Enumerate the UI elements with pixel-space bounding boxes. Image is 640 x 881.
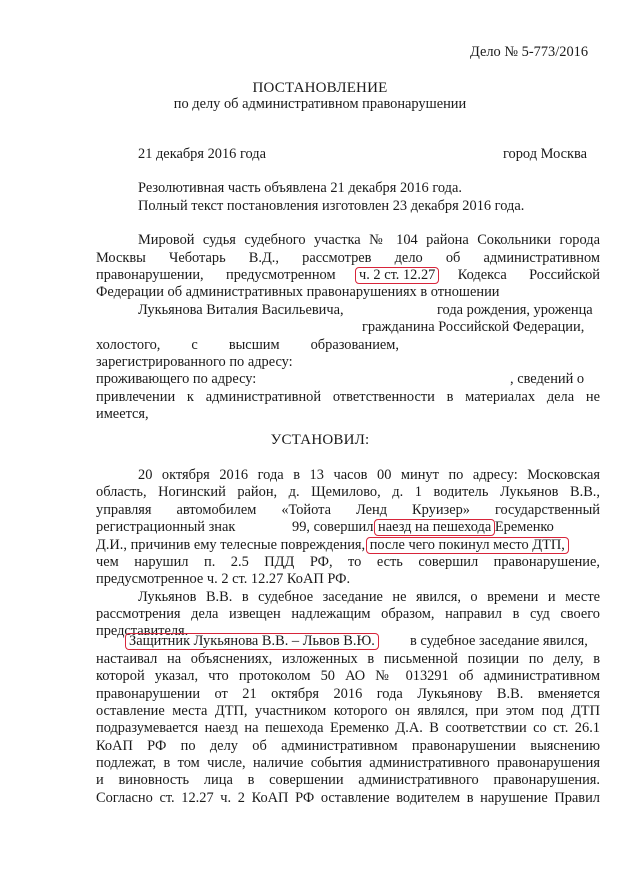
citizenship: гражданина Российской Федерации,: [362, 319, 585, 335]
registration-address: зарегистрированного по адресу:: [96, 354, 293, 370]
facts-line: регистрационный знак: [96, 519, 236, 535]
document-subtitle: по делу об административном правонарушении: [173, 96, 467, 112]
intro-line: Мировой судья судебного участка № 104 района Сокольники города: [138, 232, 600, 248]
facts-line: управляя автомобилем «Тойота Ленд Круизер» государственный: [96, 502, 600, 518]
highlight-defender: Защитник Лукьянова В.В. – Львов В.Ю.: [125, 633, 379, 650]
facts-line: [96, 537, 565, 554]
absent-line: представителя.: [96, 623, 189, 639]
facts-text: Еременко: [494, 519, 554, 535]
defender-line: оставление места ДТП, участником которого он являлся, при этом под ДТП: [96, 703, 600, 719]
defender-line: подлежат, в том числе, наличие события административного правонарушения: [96, 755, 600, 771]
residence-continuation: , сведений о: [510, 371, 585, 387]
defender-line: правонарушении от 21 октября 2016 года Лукьянову В.В. вменяется: [96, 686, 600, 702]
facts-line: [292, 519, 554, 536]
defender-line: Согласно ст. 12.27 ч. 2 КоАП РФ оставление водителем в нарушение Правил: [96, 790, 600, 806]
full-text-prepared: Полный текст постановления изготовлен 23 декабря 2016 года.: [138, 198, 525, 214]
defender-line: настаивал на объяснениях, изложенных в письменной позиции по делу, в: [96, 651, 600, 667]
marital-education: холостого, с высшим образованием,: [96, 337, 399, 353]
intro-line: [96, 267, 600, 284]
document-city: город Москва: [503, 146, 587, 162]
residence-address: проживающего по адресу:: [96, 371, 257, 387]
resolution-announced: Резолютивная часть объявлена 21 декабря 2016 года.: [138, 180, 462, 196]
absent-line: Лукьянов В.В. в судебное заседание не явился, о времени и месте: [138, 589, 600, 605]
document-title: ПОСТАНОВЛЕНИЕ: [252, 80, 388, 96]
highlight-pedestrian: наезд на пешехода: [374, 519, 495, 536]
established-heading: УСТАНОВИЛ:: [270, 432, 370, 448]
facts-line: чем нарушил п. 2.5 ПДД РФ, то есть совершил правонарушение,: [96, 554, 600, 570]
facts-text: 99, совершил: [292, 519, 374, 535]
facts-line: предусмотренное ч. 2 ст. 12.27 КоАП РФ.: [96, 571, 351, 587]
facts-text: Д.И., причинив ему телесные повреждения,: [96, 537, 366, 553]
intro-line: привлечении к административной ответственности в материалах дела не: [96, 389, 600, 405]
highlight-article: ч. 2 ст. 12.27: [355, 267, 439, 284]
case-number: Дело № 5-773/2016: [470, 44, 589, 60]
intro-line: Москвы Чеботарь В.Д., рассмотрев дело об административном: [96, 250, 600, 266]
defender-line: в судебное заседание явился,: [410, 633, 588, 649]
defender-line: КоАП РФ по делу об административном правонарушении выяснению: [96, 738, 600, 754]
intro-text: правонарушении, предусмотренном: [96, 267, 336, 283]
birth-info: года рождения, уроженца: [437, 302, 593, 318]
facts-line: 20 октября 2016 года в 13 часов 00 минут по адресу: Московская: [138, 467, 600, 483]
defender-line: подразумевается наезд на пешехода Еременко Д.А. В соответствии со ст. 26.1: [96, 720, 600, 736]
defendant-name: Лукьянова Виталия Васильевича,: [138, 302, 344, 318]
intro-text: Кодекса Российской: [457, 267, 600, 283]
highlight-left-scene: после чего покинул место ДТП,: [366, 537, 569, 554]
document-date: 21 декабря 2016 года: [138, 146, 267, 162]
defender-line: [128, 633, 375, 650]
intro-line: Федерации об административных правонарушениях в отношении: [96, 284, 500, 300]
absent-line: рассмотрения дела извещен надлежащим образом, направил в суд своего: [96, 606, 600, 622]
intro-line: имеется,: [96, 406, 149, 422]
defender-line: и виновность лица в совершении административного правонарушения.: [96, 772, 600, 788]
facts-line: область, Ногинский район, д. Щемилово, д. 1 водитель Лукьянов В.В.,: [96, 484, 600, 500]
defender-line: которой указал, что протоколом 50 АО № 013291 об административном: [96, 668, 600, 684]
